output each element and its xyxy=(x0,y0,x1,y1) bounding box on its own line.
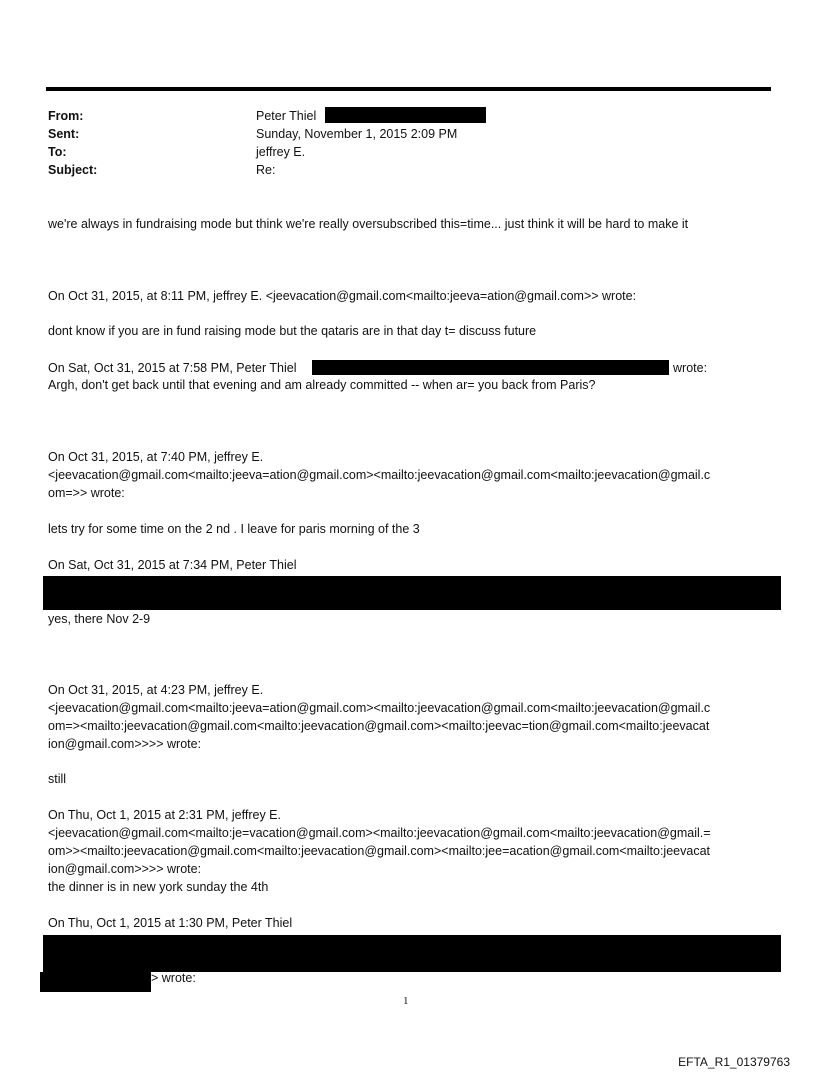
document-id: EFTA_R1_01379763 xyxy=(678,1055,790,1069)
quote-header: On Oct 31, 2015, at 8:11 PM, jeffrey E. <jeevacation@gmail.com<mailto:jeeva=ation@gmail.com>> wrote: xyxy=(48,289,637,303)
quote-text: yes, there Nov 2-9 xyxy=(48,612,151,626)
sent-label: Sent: xyxy=(48,127,80,141)
page-number: 1 xyxy=(403,995,409,1007)
quote-header: <jeevacation@gmail.com<mailto:jeeva=ation@gmail.com><mailto:jeevacation@gmail.com<mailto:jeevacation@gmail.c xyxy=(48,468,711,482)
quote-header: <jeevacation@gmail.com<mailto:je=vacation@gmail.com><mailto:jeevacation@gmail.com<mailto:jeevacation@gmail.= xyxy=(48,826,711,840)
quote-header: om>><mailto:jeevacation@gmail.com<mailto:jeevacation@gmail.com><mailto:jee=acation@gmail.com<mailto:jeevacat xyxy=(48,844,710,858)
redaction-bar xyxy=(43,576,781,610)
quote-header: On Thu, Oct 1, 2015 at 1:30 PM, Peter Thiel xyxy=(48,916,293,930)
redaction-bar xyxy=(325,107,486,123)
sent-value: Sunday, November 1, 2015 2:09 PM xyxy=(256,127,458,141)
quote-text: still xyxy=(48,772,67,786)
redaction-bar xyxy=(312,360,669,375)
quote-header: om=><mailto:jeevacation@gmail.com<mailto:jeevacation@gmail.com><mailto:jeevac=tion@gmail.com<mailto:jeevacat xyxy=(48,719,710,733)
from-value: Peter Thiel xyxy=(256,109,317,123)
quote-header: On Thu, Oct 1, 2015 at 2:31 PM, jeffrey E. xyxy=(48,808,281,822)
quote-header: On Oct 31, 2015, at 7:40 PM, jeffrey E. xyxy=(48,450,264,464)
subject-label: Subject: xyxy=(48,163,98,177)
reply-text: we're always in fundraising mode but think we're really oversubscribed this=time... just think it will be hard to make it xyxy=(48,217,689,231)
quote-header: On Sat, Oct 31, 2015 at 7:34 PM, Peter Thiel xyxy=(48,558,297,572)
quote-text: Argh, don't get back until that evening and am already committed -- when ar= you back from Paris? xyxy=(48,378,596,392)
quote-header: <jeevacation@gmail.com<mailto:jeeva=ation@gmail.com><mailto:jeevacation@gmail.com<mailto:jeevacation@gmail.c xyxy=(48,701,711,715)
quote-text: lets try for some time on the 2 nd . I leave for paris morning of the 3 xyxy=(48,522,420,536)
to-label: To: xyxy=(48,145,67,159)
quote-header-end: wrote: xyxy=(673,361,708,375)
header-rule xyxy=(46,87,771,91)
quote-header: On Sat, Oct 31, 2015 at 7:58 PM, Peter Thiel xyxy=(48,361,297,375)
quote-header: On Oct 31, 2015, at 4:23 PM, jeffrey E. xyxy=(48,683,264,697)
subject-value: Re: xyxy=(256,163,276,177)
quote-text: the dinner is in new york sunday the 4th xyxy=(48,880,269,894)
quote-header-end: > wrote: xyxy=(151,971,196,985)
quote-text: dont know if you are in fund raising mode but the qataris are in that day t= discuss future xyxy=(48,324,537,338)
quote-header: ion@gmail.com>>>> wrote: xyxy=(48,862,202,876)
quote-header: ion@gmail.com>>>> wrote: xyxy=(48,737,202,751)
quote-header: om=>> wrote: xyxy=(48,486,125,500)
redaction-bar xyxy=(43,935,781,972)
to-value: jeffrey E. xyxy=(256,145,306,159)
from-label: From: xyxy=(48,109,84,123)
redaction-bar xyxy=(40,972,151,992)
